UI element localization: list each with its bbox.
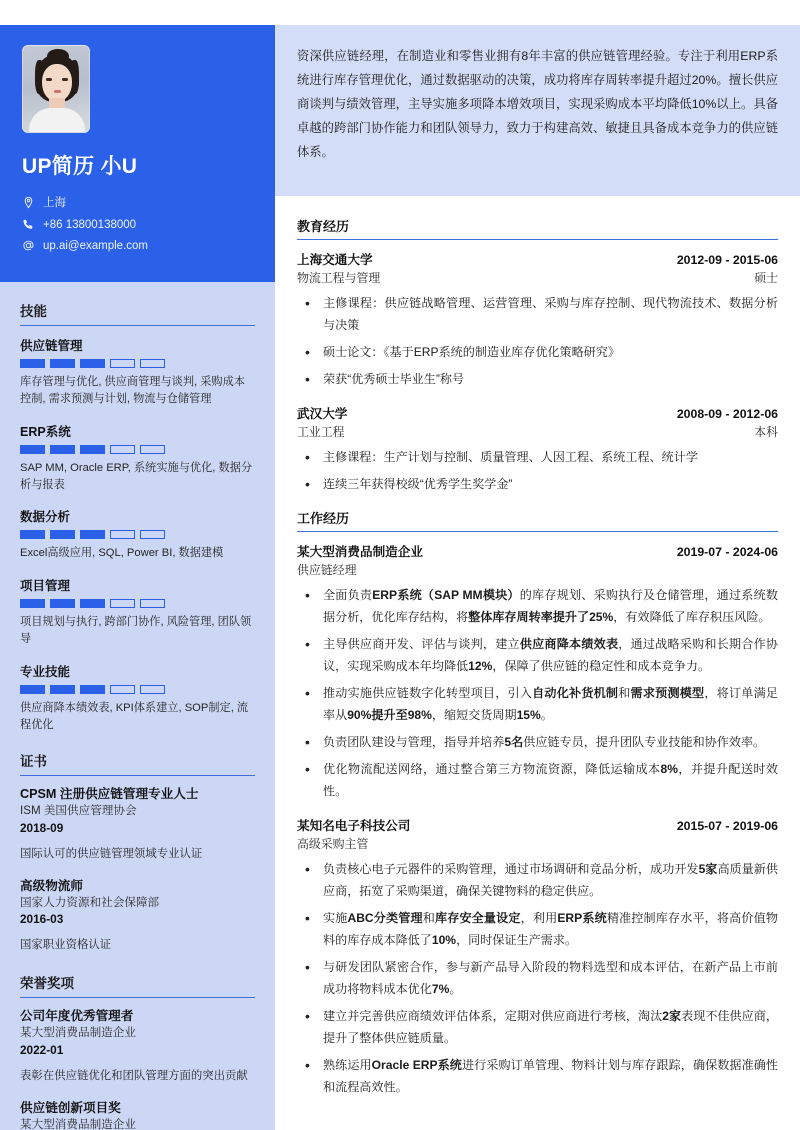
school-degree: 本科 xyxy=(754,425,778,439)
section-certificates xyxy=(20,750,255,956)
section-education-title: 教育经历 xyxy=(297,216,778,240)
skill-name: 数据分析 xyxy=(20,510,71,525)
main-content xyxy=(275,25,800,1130)
school-major: 工业工程 xyxy=(297,425,345,439)
contact-list xyxy=(22,194,253,252)
skill-level-bars xyxy=(20,685,255,694)
phone-icon xyxy=(22,218,35,231)
certificate-date: 2016-03 xyxy=(20,912,64,927)
section-education xyxy=(297,216,778,495)
list-item: • 负责核心电子元器件的采购管理，通过市场调研和竞品分析，成功开发5家高质量新供应商，拓宽了采购渠道，确保关键物料的稳定供应。 xyxy=(297,858,778,902)
sidebar-body xyxy=(0,282,275,1130)
list-item: • 主修课程：生产计划与控制、质量管理、人因工程、系统工程、统计学 xyxy=(297,446,778,468)
work-points xyxy=(297,858,778,1098)
list-item: • 负责团队建设与管理，指导并培养5名供应链专员，提升团队专业技能和协作效率。 xyxy=(297,731,778,753)
skill-item xyxy=(20,662,255,735)
skill-item xyxy=(20,507,255,562)
profile-photo xyxy=(22,45,90,133)
list-item: • 推动实施供应链数字化转型项目，引入自动化补货机制和需求预测模型，将订单满足率从90%提升至98%，缩短交货周期15%。 xyxy=(297,682,778,726)
skill-item xyxy=(20,336,255,409)
award-name: 公司年度优秀管理者 xyxy=(20,1009,134,1024)
skill-description: 库存管理与优化, 供应商管理与谈判, 采购成本控制, 需求预测与计划, 物流与仓储管理 xyxy=(20,376,245,406)
skill-description: 项目规划与执行, 跨部门协作, 风险管理, 团队领导 xyxy=(20,615,252,646)
school-major: 物流工程与管理 xyxy=(297,271,381,285)
education-points xyxy=(297,446,778,495)
list-item: • 荣获“优秀硕士毕业生”称号 xyxy=(297,368,778,390)
list-item: • 硕士论文：《基于ERP系统的制造业库存优化策略研究》 xyxy=(297,341,778,363)
certificate-date: 2018-09 xyxy=(20,821,64,836)
skill-name: 供应链管理 xyxy=(20,339,83,353)
contact-email-text: up.ai@example.com xyxy=(43,239,148,252)
award-date: 2022-01 xyxy=(20,1042,64,1057)
at-email-icon xyxy=(22,239,35,252)
award-description: 表彰在供应链优化和团队管理方面的突出贡献 xyxy=(20,1069,248,1082)
list-item: • 建立并完善供应商绩效评估体系，定期对供应商进行考核，淘汰2家表现不佳供应商，提升了整体供应链质量。 xyxy=(297,1005,778,1049)
skill-description: SAP MM, Oracle ERP, 系统实施与优化, 数据分析与报表 xyxy=(20,461,253,492)
certificate-org: ISM 美国供应管理协会 xyxy=(20,804,137,818)
sidebar xyxy=(0,25,275,1130)
skill-name: 项目管理 xyxy=(20,578,71,593)
contact-location xyxy=(22,194,253,210)
section-skills-title: 技能 xyxy=(20,300,255,326)
location-pin-icon xyxy=(22,196,35,209)
skill-name: 专业技能 xyxy=(20,664,71,679)
certificate-description: 国家职业资格认证 xyxy=(20,939,112,952)
page-title: UP简历 小U xyxy=(22,155,138,178)
skill-level-bars xyxy=(20,445,255,454)
certificate-org: 国家人力资源和社会保障部 xyxy=(20,895,160,909)
work-entry xyxy=(297,815,778,1098)
summary-block xyxy=(275,25,800,196)
list-item: • 主导供应商开发、评估与谈判，建立供应商降本绩效表，通过战略采购和长期合作协议，实现采购成本年均降低12%，保障了供应链的稳定性和成本竞争力。 xyxy=(297,633,778,677)
list-item: • 实施ABC分类管理和库存安全量设定，利用ERP系统精准控制库存水平，将高价值物料的库存成本降低了10%，同时保证生产需求。 xyxy=(297,907,778,951)
school-name: 上海交通大学 xyxy=(297,253,373,267)
skill-item xyxy=(20,422,255,495)
section-awards-title: 荣誉奖项 xyxy=(20,972,255,998)
work-entry xyxy=(297,541,778,802)
list-item: • 连续三年获得校级“优秀学生奖学金” xyxy=(297,473,778,495)
list-item: • 熟练运用Oracle ERP系统进行采购订单管理、物料计划与库存跟踪，确保数据准确性和流程高效性。 xyxy=(297,1054,778,1098)
list-item: • 全面负责ERP系统（SAP MM模块）的库存规划、采购执行及仓储管理，通过系统数据分析，优化库存结构，将整体库存周转率提升了25%，有效降低了库存积压风险。 xyxy=(297,584,778,628)
award-name: 供应链创新项目奖 xyxy=(20,1100,121,1115)
award-org: 某大型消费品制造企业 xyxy=(20,1117,136,1130)
certificate-item xyxy=(20,878,255,956)
section-work xyxy=(297,508,778,1098)
section-skills xyxy=(20,300,255,734)
certificate-item xyxy=(20,786,255,864)
certificate-name: CPSM 注册供应链管理专业人士 xyxy=(20,787,199,802)
list-item: • 优化物流配送网络，通过整合第三方物流资源，降低运输成本8%，并提升配送时效性。 xyxy=(297,758,778,802)
skill-name: ERP系统 xyxy=(20,424,71,439)
school-date: 2012-09 - 2015-06 xyxy=(676,253,778,267)
education-entry xyxy=(297,403,778,495)
school-degree: 硕士 xyxy=(754,271,778,285)
job-title: 高级采购主管 xyxy=(297,837,369,851)
company-name: 某知名电子科技公司 xyxy=(297,819,411,833)
school-name: 武汉大学 xyxy=(297,407,348,421)
certificate-name: 高级物流师 xyxy=(20,878,83,893)
list-item: • 主修课程：供应链战略管理、运营管理、采购与库存控制、现代物流技术、数据分析与决策 xyxy=(297,292,778,336)
section-awards xyxy=(20,972,255,1130)
contact-phone-text: +86 13800138000 xyxy=(43,218,137,231)
work-date: 2015-07 - 2019-06 xyxy=(676,819,778,833)
skill-item xyxy=(20,576,255,649)
certificate-description: 国际认可的供应链管理领域专业认证 xyxy=(20,847,203,860)
contact-phone xyxy=(22,218,253,231)
skill-level-bars xyxy=(20,599,255,608)
school-date: 2008-09 - 2012-06 xyxy=(676,407,778,421)
education-points xyxy=(297,292,778,390)
section-work-title: 工作经历 xyxy=(297,508,778,532)
sidebar-header xyxy=(0,25,275,282)
work-date: 2019-07 - 2024-06 xyxy=(676,545,778,559)
main-body xyxy=(275,196,800,1098)
award-item xyxy=(20,1008,255,1086)
section-certificates-title: 证书 xyxy=(20,750,255,776)
job-title: 供应链经理 xyxy=(297,563,357,577)
contact-email xyxy=(22,239,253,252)
award-item xyxy=(20,1100,255,1130)
skill-description: 供应商降本绩效表, KPI体系建立, SOP制定, 流程优化 xyxy=(20,701,249,731)
company-name: 某大型消费品制造企业 xyxy=(297,545,423,559)
education-entry xyxy=(297,249,778,390)
skill-level-bars xyxy=(20,530,255,539)
skill-description: Excel高级应用, SQL, Power BI, 数据建模 xyxy=(20,547,224,560)
award-org: 某大型消费品制造企业 xyxy=(20,1026,136,1040)
skill-level-bars xyxy=(20,359,255,368)
list-item: • 与研发团队紧密合作，参与新产品导入阶段的物料选型和成本评估，在新产品上市前成功将物料成本优化7%。 xyxy=(297,956,778,1000)
work-points xyxy=(297,584,778,802)
summary-text: 资深供应链经理，在制造业和零售业拥有8年丰富的供应链管理经验。专注于利用ERP系统进行库存管理优化，通过数据驱动的决策，成功将库存周转率提升超过20%。擅长供应商谈判与绩效管理，主导实施多项降本增效项目，实现采购成本平均降低10%以上。具备卓越的跨部门协作能力和团队领导力，致力于构建高效、敏捷且具备成本竞争力的供应链体系。 xyxy=(297,49,778,159)
contact-location-text: 上海 xyxy=(43,197,66,209)
